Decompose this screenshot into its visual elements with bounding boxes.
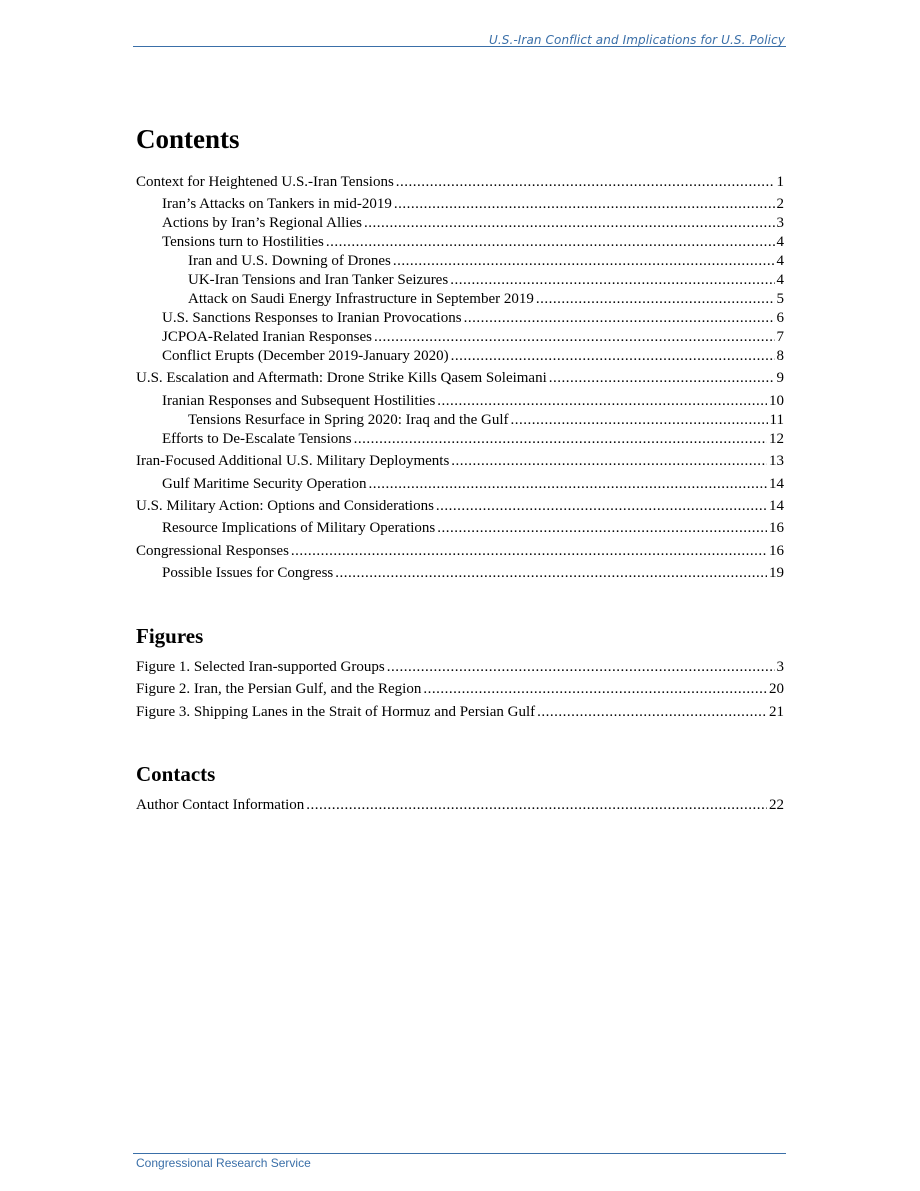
toc-page-number: 13 [769,453,784,469]
toc-page-number: 9 [776,370,784,386]
toc-page-number: 7 [776,329,784,345]
toc-page-number: 22 [769,797,784,813]
toc-entry-title: Tensions turn to Hostilities [162,234,324,250]
toc-entry-title: Actions by Iran’s Regional Allies [162,215,362,231]
footer-text: Congressional Research Service [136,1156,311,1170]
dot-leader [364,215,775,232]
contents-heading: Contents [136,124,240,154]
toc-entry[interactable] [136,196,784,214]
toc-entry-title: Congressional Responses [136,543,289,559]
toc-entry-title: Conflict Erupts (December 2019-January 2020) [162,348,449,364]
toc-page-number: 3 [776,215,784,231]
dot-leader [436,498,767,515]
toc-page-number: 4 [776,272,784,288]
dot-leader [423,681,767,698]
dot-leader [354,431,767,448]
dot-leader [536,291,775,308]
toc-entry-title: Tensions Resurface in Spring 2020: Iraq and the Gulf [188,412,509,428]
toc-page-number: 5 [776,291,784,307]
dot-leader [549,370,775,387]
toc-entry[interactable] [136,272,784,290]
toc-page-number: 2 [776,196,784,212]
figures-heading: Figures [136,624,204,648]
toc-entry[interactable] [136,797,784,815]
toc-page-number: 20 [769,681,784,697]
toc-entry[interactable] [136,681,784,699]
dot-leader [464,310,775,327]
toc-page-number: 10 [769,393,784,409]
dot-leader [387,659,775,676]
toc-entry[interactable] [136,704,784,722]
toc-page-number: 11 [769,412,784,428]
toc-entry-title: U.S. Sanctions Responses to Iranian Provocations [162,310,462,326]
dot-leader [394,196,775,213]
toc-page-number: 8 [776,348,784,364]
toc-entry[interactable] [136,291,784,309]
dot-leader [450,272,774,289]
toc-page-number: 1 [776,174,784,190]
dot-leader [451,453,767,470]
toc-entry[interactable] [136,476,784,494]
toc-entry-title: Figure 1. Selected Iran-supported Groups [136,659,385,675]
toc-entry[interactable] [136,453,784,471]
toc-page-number: 3 [776,659,784,675]
toc-entry-title: UK-Iran Tensions and Iran Tanker Seizures [188,272,449,288]
toc-page-number: 14 [769,476,784,492]
dot-leader [437,393,767,410]
dot-leader [393,253,775,270]
toc-entry-title: Context for Heightened U.S.-Iran Tensions [136,174,394,190]
dot-leader [396,174,775,191]
running-header-title: U.S.-Iran Conflict and Implications for U.S. Policy [488,33,785,47]
toc-page-number: 14 [769,498,784,514]
toc-page-number: 6 [776,310,784,326]
toc-entry-title: Gulf Maritime Security Operation [162,476,367,492]
toc-page-number: 19 [769,565,784,581]
toc-page-number: 21 [769,704,784,720]
toc-entry-title: U.S. Military Action: Options and Considerations [136,498,434,514]
toc-entry[interactable] [136,393,784,411]
toc-entry-title: Iranian Responses and Subsequent Hostilities [162,393,436,409]
toc-entry[interactable] [136,329,784,347]
toc-page-number: 16 [769,520,784,536]
toc-entry[interactable] [136,253,784,271]
toc-entry-title: JCPOA-Related Iranian Responses [162,329,372,345]
dot-leader [326,234,775,251]
dot-leader [306,797,767,814]
toc-entry-title: U.S. Escalation and Aftermath: Drone Strike Kills Qasem Soleimani [136,370,547,386]
toc-entry-title: Figure 3. Shipping Lanes in the Strait of Hormuz and Persian Gulf [136,704,536,720]
dot-leader [537,704,767,721]
toc-page-number: 16 [769,543,784,559]
dot-leader [374,329,775,346]
toc-page-number: 4 [776,234,784,250]
contacts-heading: Contacts [136,762,216,786]
toc-entry-title: Possible Issues for Congress [162,565,334,581]
dot-leader [369,476,767,493]
toc-entry-title: Iran’s Attacks on Tankers in mid-2019 [162,196,392,212]
footer-rule [133,1153,786,1154]
toc-entry-title: Resource Implications of Military Operations [162,520,436,536]
dot-leader [511,412,768,429]
toc-entry[interactable] [136,348,784,366]
toc-page-number: 4 [776,253,784,269]
toc-entry-title: Efforts to De-Escalate Tensions [162,431,352,447]
toc-entry[interactable] [136,659,784,677]
dot-leader [451,348,775,365]
toc-entry-title: Iran-Focused Additional U.S. Military Deployments [136,453,450,469]
toc-entry[interactable] [136,565,784,583]
toc-entry-title: Figure 2. Iran, the Persian Gulf, and the Region [136,681,422,697]
toc-entry-title: Iran and U.S. Downing of Drones [188,253,391,269]
toc-entry[interactable] [136,174,784,192]
toc-entry[interactable] [136,310,784,328]
toc-entry[interactable] [136,520,784,538]
toc-entry[interactable] [136,431,784,449]
toc-entry-title: Attack on Saudi Energy Infrastructure in September 2019 [188,291,534,307]
toc-entry[interactable] [136,543,784,561]
dot-leader [437,520,767,537]
toc-entry[interactable] [136,234,784,252]
toc-entry[interactable] [136,370,784,388]
toc-entry[interactable] [136,498,784,516]
toc-entry-title: Author Contact Information [136,797,305,813]
dot-leader [291,543,767,560]
toc-entry[interactable] [136,215,784,233]
toc-page-number: 12 [769,431,784,447]
toc-entry[interactable] [136,412,784,430]
dot-leader [335,565,767,582]
